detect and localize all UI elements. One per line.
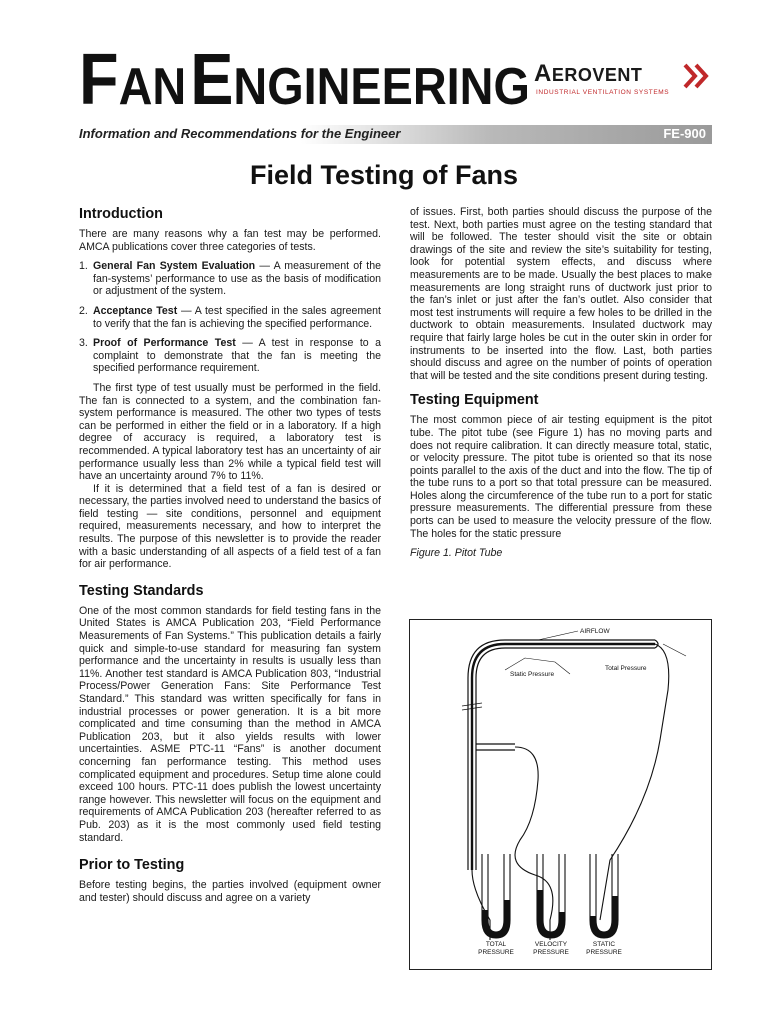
total-pressure-caption-2: PRESSURE	[478, 949, 514, 956]
static-pressure-caption-1: STATIC	[592, 941, 616, 948]
intro-paragraph-1: There are many reasons why a fan test may be performed. AMCA publications cover three categories of tests.	[79, 228, 381, 253]
masthead-ngineering: NGINEERING	[233, 58, 530, 116]
logo-rest: EROVENT	[551, 65, 643, 85]
document-code: FE-900	[663, 126, 706, 141]
prior-continuation: of issues. First, both parties should discuss the purpose of the test. Next, both parties must agree on the testing standard that will be followed. The tester should visit the site or obtain drawings of the site and review the site’s suitability for testing, look for potential system effects, and discuss where measurements are to be made. Usually the best places to make measurements are long straight runs of ductwork just prior to the fan’s inlet or just after the fan’s outlet. Also consider that most test instruments will require a few holes to be drilled in the ductwork to obtain measurements. Insulated ductwork may require that fairly large holes be cut in the outer skin in order for instruments to be inserted into the flow. Last, both parties should discuss and agree on the number of points of operation that will be tested and the site conditions present during testing.	[410, 206, 712, 382]
logo-cap: A	[534, 60, 552, 87]
pitot-tube-figure	[409, 619, 712, 970]
airflow-label: AIRFLOW	[580, 628, 610, 635]
prior-paragraph: Before testing begins, the parties involved (equipment owner and tester) should discuss and agree on a variety	[79, 879, 381, 904]
standards-heading: Testing Standards	[79, 582, 204, 599]
static-pressure-caption-2: PRESSURE	[586, 949, 622, 956]
velocity-pressure-caption-1: VELOCITY	[534, 941, 568, 948]
aerovent-logo	[534, 60, 714, 108]
masthead-an: AN	[118, 58, 187, 116]
list-item: 1. General Fan System Evaluation — A measurement of the fan-systems’ performance to use as the basis of modification or adjustment of the system.	[79, 260, 381, 298]
test-types-list	[79, 260, 381, 375]
logo-tagline: INDUSTRIAL VENTILATION SYSTEMS	[536, 89, 670, 96]
list-item: 2. Acceptance Test — A test specified in the sales agreement to verify that the fan is achieving the specified performance.	[79, 304, 381, 330]
equipment-paragraph: The most common piece of air testing equipment is the pitot tube. The pitot tube (see Figure 1) has no moving parts and does not require calibration. It can directly measure total, static, or velocity pressure. The pitot tube is oriented so that its nose points parallel to the axis of the duct and into the flow. The tip of the tube runs to a port so that total pressure can be measured. Holes along the circumference of the tube run to a port for static pressure measurements. The differential pressure from these ports can be used to measure the velocity pressure of the flow. The holes for the static pressure	[410, 414, 712, 540]
total-pressure-caption-1: TOTAL	[485, 941, 507, 948]
subtitle-banner	[79, 125, 712, 144]
prior-heading: Prior to Testing	[79, 857, 185, 874]
equipment-heading: Testing Equipment	[410, 392, 539, 409]
masthead-e: E	[190, 40, 234, 120]
right-column	[410, 206, 712, 560]
subtitle: Information and Recommendations for the Engineer	[79, 126, 401, 141]
logo-chevrons-icon	[682, 62, 712, 90]
masthead	[79, 40, 530, 123]
masthead-f: F	[79, 40, 119, 120]
list-item: 3. Proof of Performance Test — A test in response to a complaint to demonstrate that the fan is meeting the specified performance requirement.	[79, 337, 381, 375]
standards-paragraph: One of the most common standards for field testing fans in the United States is AMCA Publication 203, “Field Performance Measurements of Fan Systems.” This publication details a fairly quick and simple-to-use standard for measuring fan system performance and the uncertainty in results is usually less than 11%. Another test standard is AMCA Publication 803, “Industrial Process/Power Generation Fans: Site Performance Test Standard.” This standard was written specifically for fans in industrial processes or power generation. It is a bit more complicated and time consuming than the method in AMCA Publication 203, but it also yields results with lower uncertainties. ASME PTC-11 “Fans” is another document concerning fan performance testing. This method uses complicated equipment and procedures. Setup time alone could exceed 100 hours. PTC-11 does publish the lowest uncertainty range however. This newsletter will focus on the equipment and requirements of AMCA Publication 203 (hereafter referred to as Pub. 203) as it is the most commonly used field testing standard.	[79, 604, 381, 844]
figure-caption: Figure 1. Pitot Tube	[410, 547, 503, 560]
intro-heading: Introduction	[79, 206, 163, 222]
velocity-pressure-caption-2: PRESSURE	[533, 949, 569, 956]
pitot-tube-diagram	[410, 620, 711, 969]
left-column	[79, 206, 381, 911]
total-pressure-label: Total Pressure	[605, 665, 647, 672]
intro-paragraph-2: The first type of test usually must be performed in the field. The fan is connected to a system, and the combination fan-system performance is measured. The other two types of tests can be performed in either the field or in a laboratory. If a high degree of accuracy is required, a laboratory test is recommended. A typical laboratory test has an uncertainty of air performance usually less than 2% while a typical field test will have an uncertainty around 7% to 11%.	[79, 381, 381, 483]
intro-paragraph-3: If it is determined that a field test of a fan is desired or necessary, the parties involved need to understand the basics of field testing — site conditions, personnel and equipment required, measurements necessary, and how to interpret the results. The purpose of this newsletter is to provide the reader with a basic understanding of all aspects of a field test of a fan for air performance.	[79, 482, 381, 571]
static-pressure-label: Static Pressure	[510, 671, 555, 678]
page-title: Field Testing of Fans	[249, 160, 518, 190]
